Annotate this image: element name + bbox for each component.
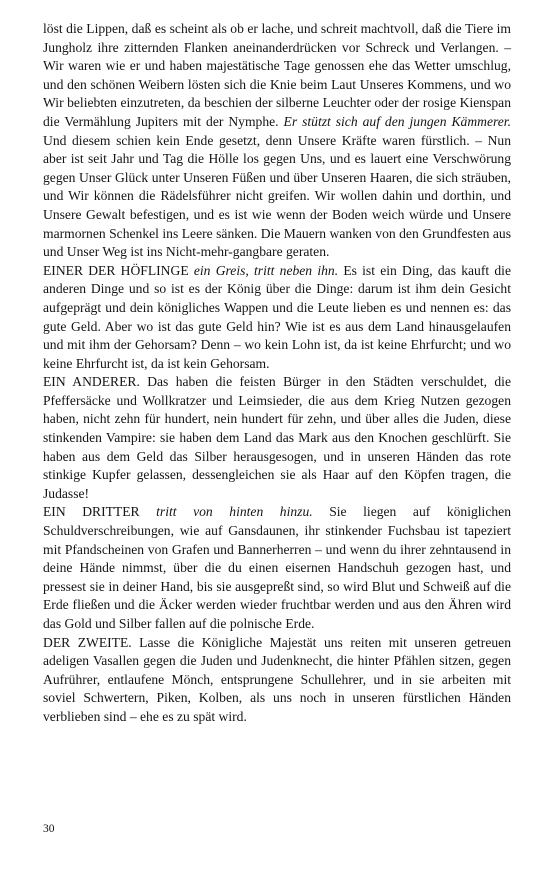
text-segment: Es ist ein Ding, das kauft die anderen Dinge und so ist es der König über die Dinge: darum ist ihm dein Gesicht aufgeprägt und dein königliches Wappen und die Leute lieben es und nennen es: das gute Geld. Aber wo ist das gute Geld hin? Wie ist es aus dem Land hinausgelaufen und mit ihm der Gehorsam? Denn – wo kein Lohn ist, da ist keine Ehrfurcht; und wo keine Ehrfurcht ist, da ist kein Gehorsam. <box>43 262 511 371</box>
page-number: 30 <box>43 823 55 835</box>
speaker-name: EINER DER HÖFLINGE <box>43 262 189 278</box>
stage-direction: Er stützt sich auf den jungen Kämmerer. <box>283 113 511 129</box>
text-segment: Sie liegen auf königlichen Schuldverschreibungen, wie auf Gansdaunen, ihr stinkender Fuchsbau ist tapeziert mit Pfandscheinen von Grafen und Bannerherren – und wenn du ihrer zehntausend in deine Hände nimmst, über die du einen eisernen Handschuh gezogen hast, und pressest sie in deiner Hand, bis sie ausgepreßt sind, so wird Blut und Schweiß auf die Erde fließen und die Äcker werden wieder fruchtbar werden und aus den Ähren wird das Gold und Silber fallen auf die polnische Erde. <box>43 504 511 631</box>
speaker-name: EIN ANDERER. <box>43 374 140 390</box>
paragraph-third <box>43 503 511 633</box>
speaker-name: DER ZWEITE. <box>43 634 132 650</box>
text-segment: Das haben die feisten Bürger in den Städten verschuldet, die Pfeffersäcke und Wollkratzer und Leimsieder, die aus dem Krieg Nutzen gezogen haben, nicht zehn für hundert, nein hundert für zehn, und über alles die Juden, diese stinkenden Vampire: sie haben dem Land das Mark aus den Knochen geschlürft. Sie haben aus dem Geld das Silber herausgesogen, und in unseren Händen das rote stinkige Kupfer gelassen, dessengleichen sie als Haar auf den Köpfen tragen, die Judasse! <box>43 374 511 501</box>
text-segment: Lasse die Königliche Majestät uns reiten mit unseren getreuen adeligen Vasallen gegen die Juden und Judenknecht, die hinter Pfählen sitzen, gegen Aufrührer, entlaufene Mönch, entsprungene Schullehrer, und in sie arbeiten mit soviel Schwertern, Piken, Kolben, als uns noch in unseren fürstlichen Händen verblieben sind – ehe es zu spät wird. <box>43 634 511 724</box>
text-segment <box>140 504 157 519</box>
stage-direction: tritt von hinten hinzu. <box>156 504 313 520</box>
paragraph-king-speech <box>43 20 511 262</box>
speaker-name: EIN DRITTER <box>43 504 140 520</box>
text-segment: löst die Lippen, daß es scheint als ob er lache, und schreit machtvoll, daß die Tiere im Jungholz ihre zitternden Flanken aneinanderdrücken vor Schreck und Verlangen. – Wir waren wie er und haben majestätische Tage genossen ehe das Wetter umschlug, und den schönen Weibern lösten sich die Knie beim Laut Unseres Kommens, und wo Wir beliebten einzutreten, da beschien der silberne Leuchter oder der rosige Kienspan die Vermählung Jupiters mit der Nymphe. <box>43 21 511 129</box>
paragraph-another <box>43 373 511 503</box>
text-segment: Und diesem schien kein Ende gesetzt, denn Unsere Kräfte waren fürstlich. – Nun aber ist seit Jahr und Tag die Hölle los gegen Uns, und es lauert eine Verschwörung gegen Unser Glück unter Unseren Füßen und über Unseren Haaren, die sich sträuben, und Wir können die Rädelsführer nicht greifen. Wir wollen dahin und dorthin, und Unsere Gewalt befestigen, und es ist wie wenn der Boden weich würde und Unsere marmornen Schenkel ins Leere sänken. Die Mauern wanken von den Grundfesten aus und Unser Weg ist ins Nicht-mehr-gangbare geraten. <box>43 132 511 260</box>
body-text <box>43 20 511 727</box>
paragraph-courtier <box>43 262 511 374</box>
paragraph-second <box>43 634 511 727</box>
stage-direction: ein Greis, tritt neben ihn. <box>193 262 339 278</box>
